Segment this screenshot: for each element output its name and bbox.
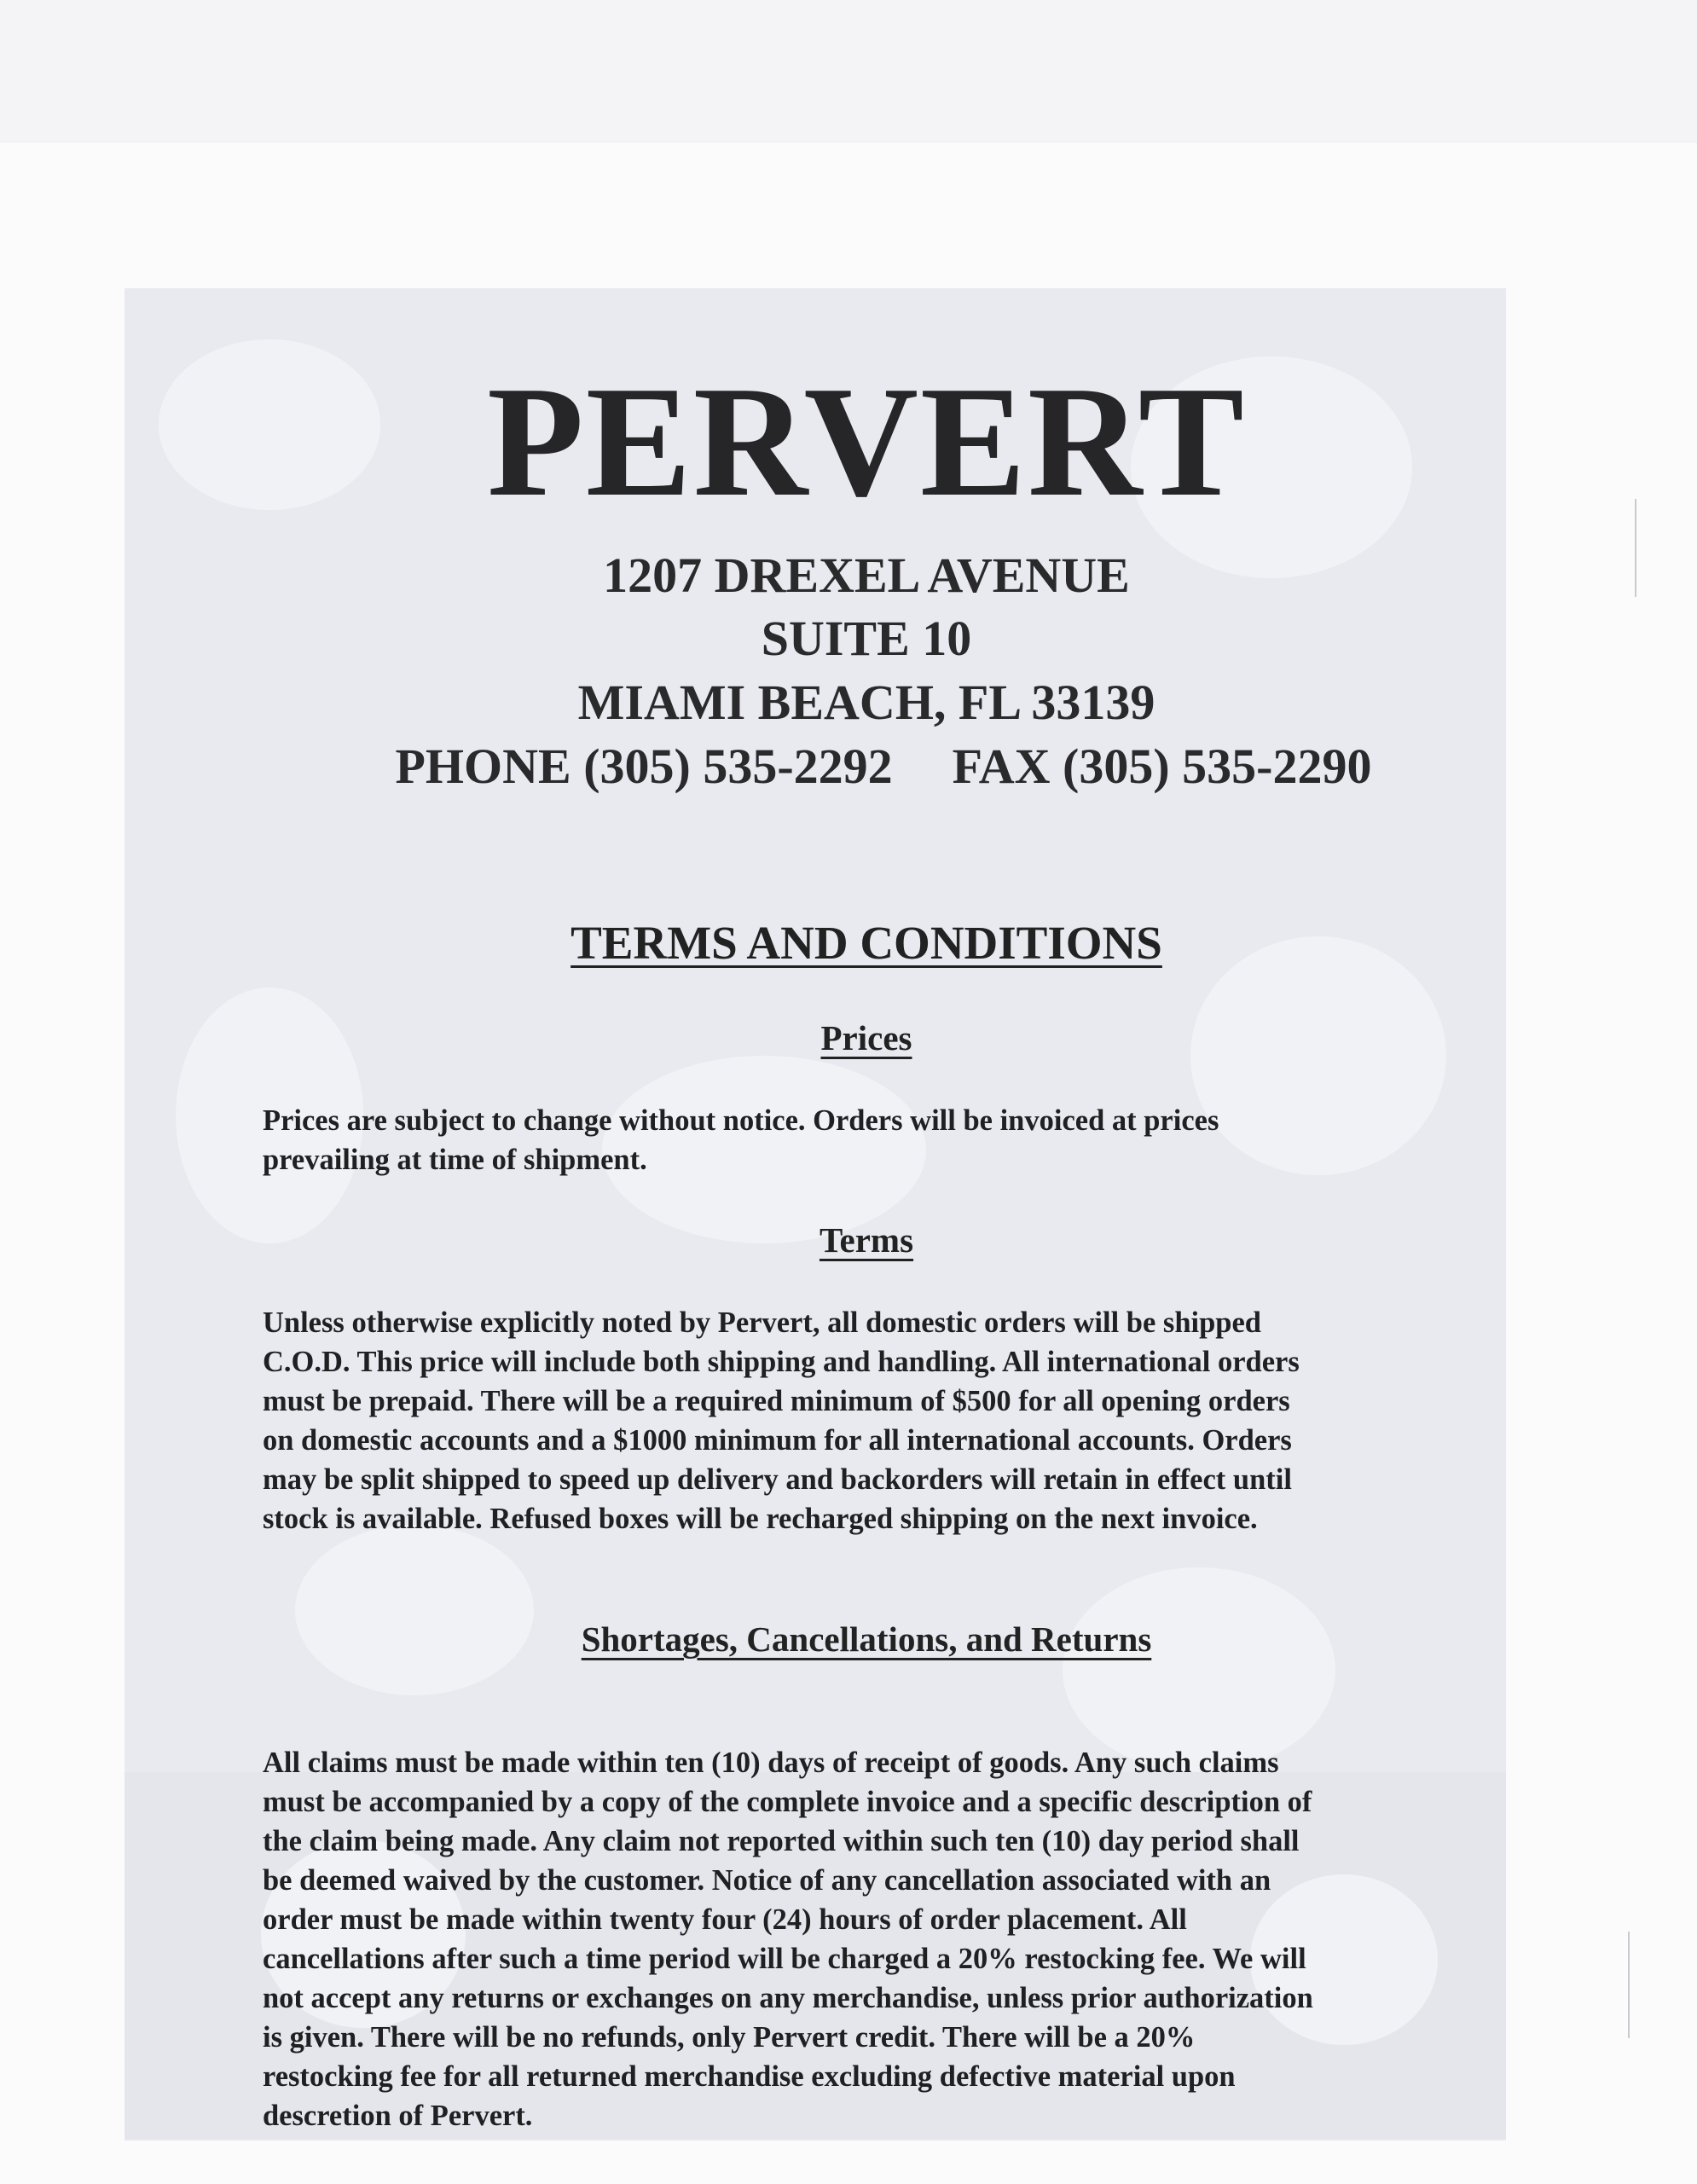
section-body-terms: Unless otherwise explicitly noted by Pervert, all domestic orders will be shipped C.O.D. This price will include both shipping and handling. All international orders must be prepaid. There will be a required minimum of $500 for all opening orders on domestic accounts and a $1000 minimum for all international accounts. Orders may be split shipped to speed up delivery and backorders will retain in effect until stock is available. Refused boxes will be recharged shipping on the next invoice. [263, 1306, 1300, 1535]
phone-number: PHONE (305) 535-2292 [395, 739, 893, 794]
address-street: 1207 DREXEL AVENUE [603, 547, 1130, 603]
section-heading-terms: Terms [819, 1220, 914, 1260]
company-name: PERVERT [487, 354, 1246, 530]
document-title: TERMS AND CONDITIONS [570, 917, 1162, 969]
address-suite: SUITE 10 [761, 611, 972, 666]
section-heading-shortages: Shortages, Cancellations, and Returns [581, 1619, 1152, 1659]
fax-number: FAX (305) 535-2290 [952, 739, 1372, 794]
section-body-prices: Prices are subject to change without notice. Orders will be invoiced at prices prevailing at time of shipment. [263, 1104, 1219, 1176]
section-body-shortages: All claims must be made within ten (10) days of receipt of goods. Any such claims must be accompanied by a copy of the complete invoice and a specific description of the claim being made. Any claim not reported within such ten (10) day period shall be deemed waived by the customer. Notice of any cancellation associated with an order must be made within twenty four (24) hours of order placement. All cancellations after such a time period will be charged a 20% restocking fee. We will not accept any returns or exchanges on any merchandise, unless prior authorization is given. There will be no refunds, only Pervert credit. There will be a 20% restocking fee for all returned merchandise excluding defective material upon descretion of Pervert. [263, 1747, 1313, 2132]
address-city: MIAMI BEACH, FL 33139 [577, 675, 1155, 730]
section-heading-prices: Prices [820, 1018, 912, 1057]
contact-row [17, 739, 1697, 794]
